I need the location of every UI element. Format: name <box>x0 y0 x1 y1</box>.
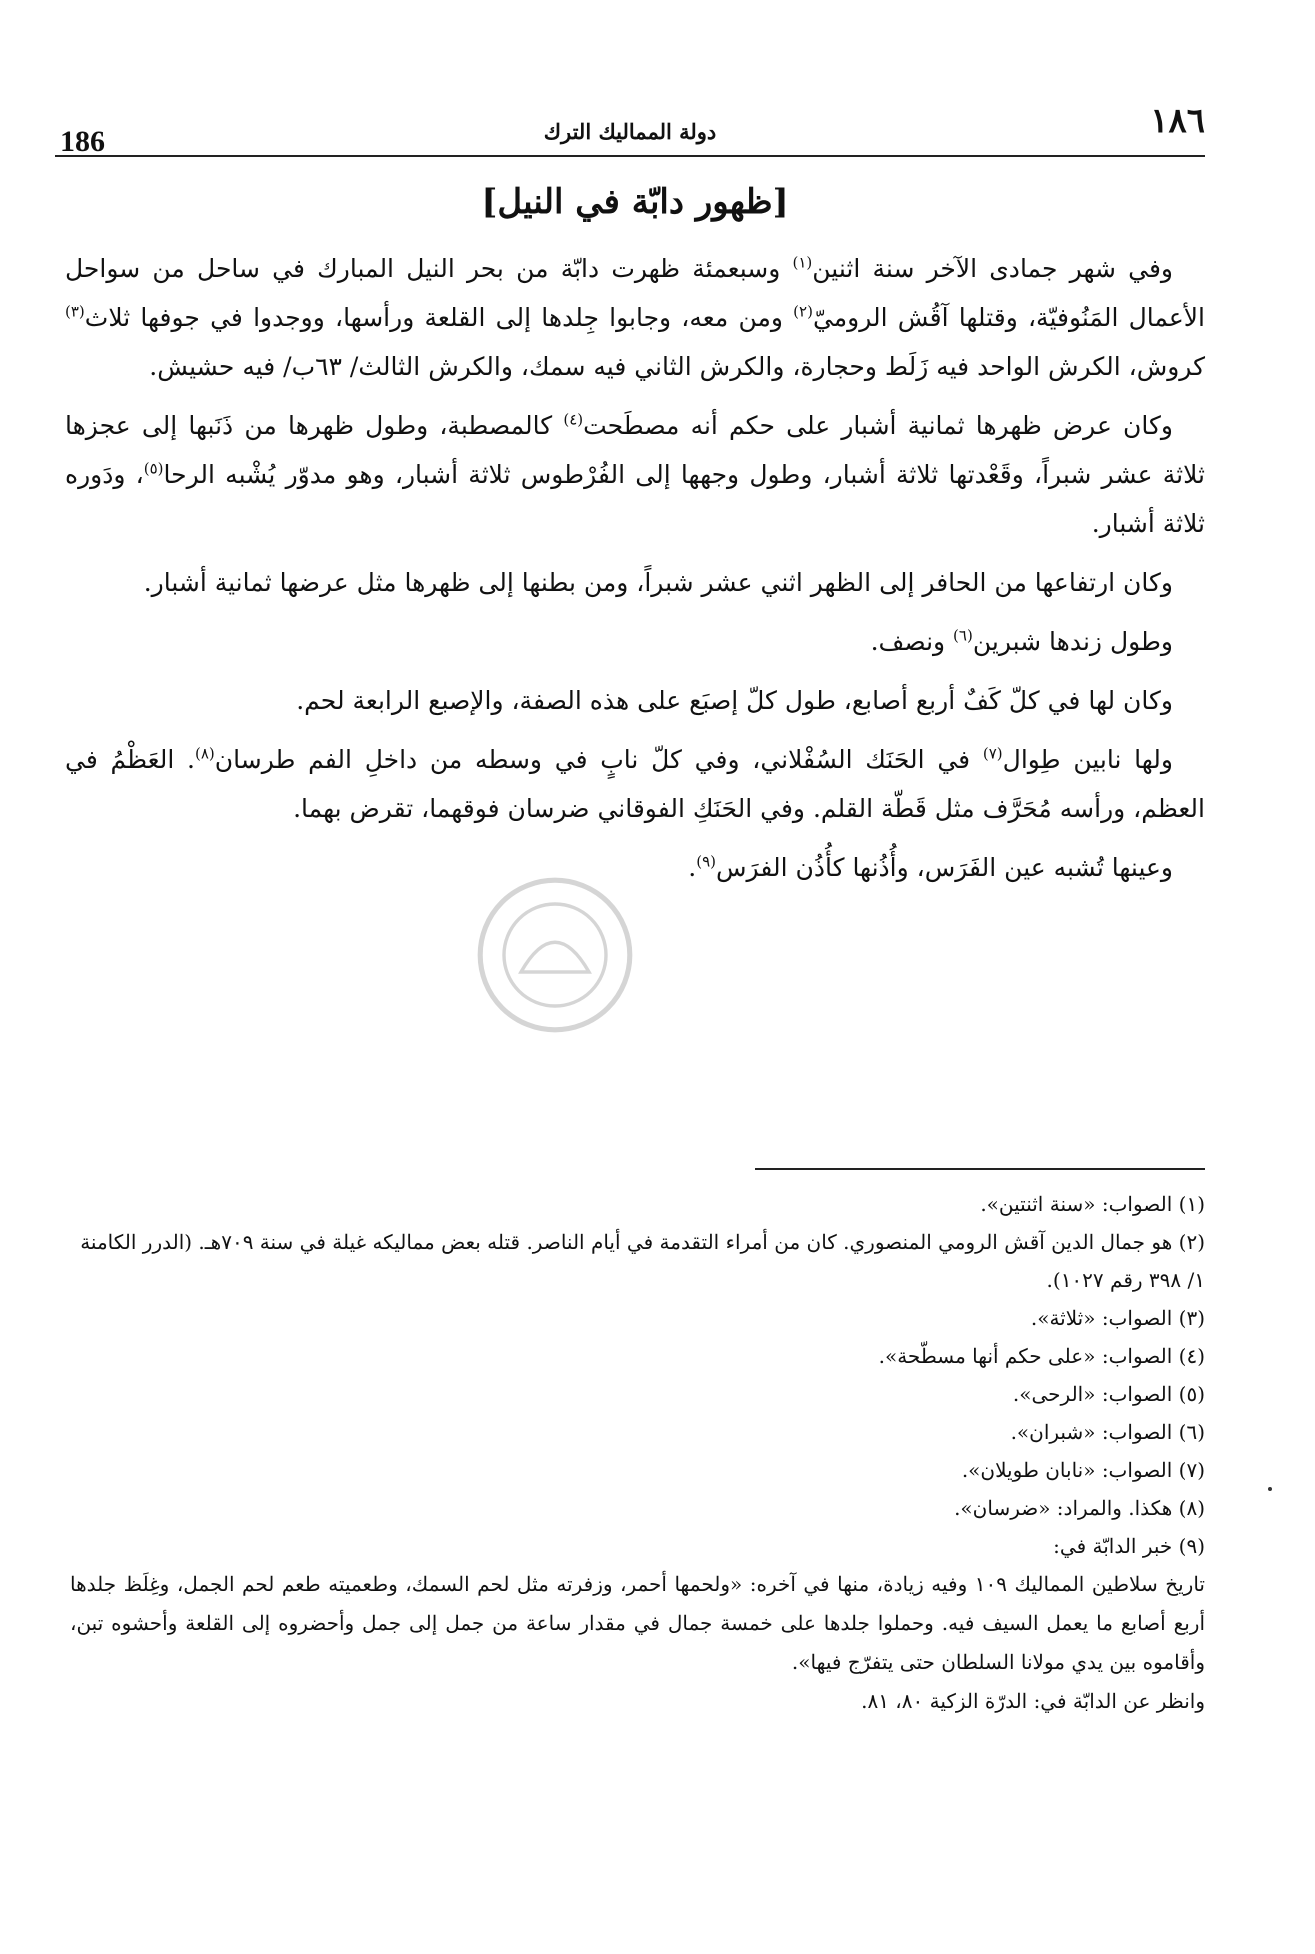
footnote-marker: (٤) <box>563 410 584 429</box>
paragraph-text: في الحَنَك السُفْلاني، وفي كلّ نابٍ في وسطه من داخلِ الفم طرسان <box>214 745 983 774</box>
paragraph-text: وكان لها في كلّ كَفٌ أربع أصابع، طول كلّ إصبَع على هذه الصفة، والإصبع الرابعة لحم. <box>296 686 1173 715</box>
page-number-latin: 186 <box>60 125 105 158</box>
paragraph <box>65 401 1205 548</box>
paragraph <box>65 558 1205 607</box>
footnote: (٧) الصواب: «نابان طويلان». <box>961 1458 1205 1482</box>
main-text <box>65 182 1205 902</box>
footnote: (١) الصواب: «سنة اثنتين». <box>980 1192 1205 1216</box>
paragraph-text: . <box>688 853 697 882</box>
paragraph-text: . العَظْمُ في العظم، ورأسه مُحَرَّف مثل قَطّة القلم. وفي الحَنَكِ الفوقاني ضرسان فوقهما، تقرض بهما. <box>65 745 1205 823</box>
footnote-list <box>70 1185 1205 1565</box>
footnote-marker: (٣) <box>65 302 85 321</box>
footnote-marker: (٦) <box>953 626 973 645</box>
footnote: (٤) الصواب: «على حكم أنها مسطّحة». <box>878 1344 1205 1368</box>
footnote-nine-text: تاريخ سلاطين المماليك ١٠٩ وفيه زيادة، منها في آخره: «ولحمها أحمر، وزفرته مثل لحم السمك، وطعميته طعم لحم الجمل، وغِلَظ جلدها أربع أصابع ما يعمل السيف فيه. وحملوا جلدها على خمسة جمال في مقدار ساعة من جمل إلى جمل وأحضروه إلى القلعة وأحشوه تبن، وأقاموه بين يدي مولانا السلطان حتى يتفرّج فيها». <box>70 1572 1205 1674</box>
margin-dot <box>1268 1487 1272 1491</box>
footnote: (٣) الصواب: «ثلاثة». <box>1030 1306 1205 1330</box>
section-title: [ظهور دابّة في النيل] <box>481 182 789 222</box>
footnote-marker: (٨) <box>194 744 215 763</box>
paragraph-text: وفي شهر جمادى الآخر سنة اثنين <box>812 254 1173 283</box>
footnotes <box>70 1185 1205 1721</box>
footnote-marker: (٩) <box>696 852 717 871</box>
paragraph-text: كالمصطبة، وطول ظهرها من ذَنَبها إلى عجزها ثلاثة عشر شبراً، وقَعْدتها ثلاثة أشبار، وطول وجهها إلى الفُرْطوس ثلاثة أشبار، وهو مدوّر يُشْبه الرحا <box>65 411 1205 489</box>
footnote-marker: (١) <box>792 253 813 272</box>
paragraph <box>65 676 1205 725</box>
footnote-nine-text: وانظر عن الدابّة في: الدرّة الزكية ٨٠، ٨١. <box>861 1689 1205 1713</box>
page-number-arabic: ١٨٦ <box>1150 101 1205 141</box>
paragraphs <box>65 244 1205 892</box>
page-header <box>55 95 1205 157</box>
footnote: (٢) هو جمال الدين آقش الرومي المنصوري. كان من أمراء التقدمة في أيام الناصر. قتله بعض مماليكه غيلة في سنة ٧٠٩هـ. (الدرر الكامنة ١/ ٣٩٨ رقم ١٠٢٧). <box>80 1230 1205 1292</box>
footnote: (٦) الصواب: «شبران». <box>1010 1420 1205 1444</box>
footnote-nine-detail <box>70 1565 1205 1721</box>
footnote: (٥) الصواب: «الرحى». <box>1012 1382 1205 1406</box>
paragraph-text: وعينها تُشبه عين الفَرَس، وأُذُنها كأُذُن الفرَس <box>716 853 1173 882</box>
footnote-separator <box>755 1168 1205 1170</box>
paragraph-text: ونصف. <box>870 627 954 656</box>
paragraph <box>65 735 1205 833</box>
paragraph-text: ، ودَوره ثلاثة أشبار. <box>65 460 1205 538</box>
footnote-marker: (٢) <box>793 302 813 321</box>
paragraph-text: وطول زندها شبرين <box>972 627 1173 656</box>
library-stamp-watermark <box>470 870 640 1040</box>
paragraph-text: كروش، الكرش الواحد فيه زَلَط وحجارة، والكرش الثاني فيه سمك، والكرش الثالث/ ٦٣ب/ فيه حشيش. <box>149 352 1205 381</box>
paragraph-text: ومن معه، وجابوا جِلدها إلى القلعة ورأسها، ووجدوا في جوفها ثلاث <box>84 303 794 332</box>
footnote: (٩) خبر الدابّة في: <box>1053 1534 1205 1558</box>
paragraph-text: ولها نابين طِوال <box>1002 745 1173 774</box>
paragraph-text: وكان عرض ظهرها ثمانية أشبار على حكم أنه مصطَحت <box>583 411 1173 440</box>
paragraph <box>65 244 1205 391</box>
running-title: دولة المماليك الترك <box>543 119 717 144</box>
paragraph-text: وسبعمئة ظهرت دابّة من بحر النيل المبارك في ساحل من سواحل الأعمال المَنُوفيّة، وقتلها آقُش الروميّ <box>65 254 1205 332</box>
footnote-marker: (٥) <box>143 459 164 478</box>
paragraph-text: وكان ارتفاعها من الحافر إلى الظهر اثني عشر شبراً، ومن بطنها إلى ظهرها مثل عرضها ثمانية أشبار. <box>143 568 1173 597</box>
paragraph <box>65 617 1205 666</box>
footnote: (٨) هكذا. والمراد: «ضرسان». <box>954 1496 1205 1520</box>
footnote-marker: (٧) <box>982 744 1003 763</box>
